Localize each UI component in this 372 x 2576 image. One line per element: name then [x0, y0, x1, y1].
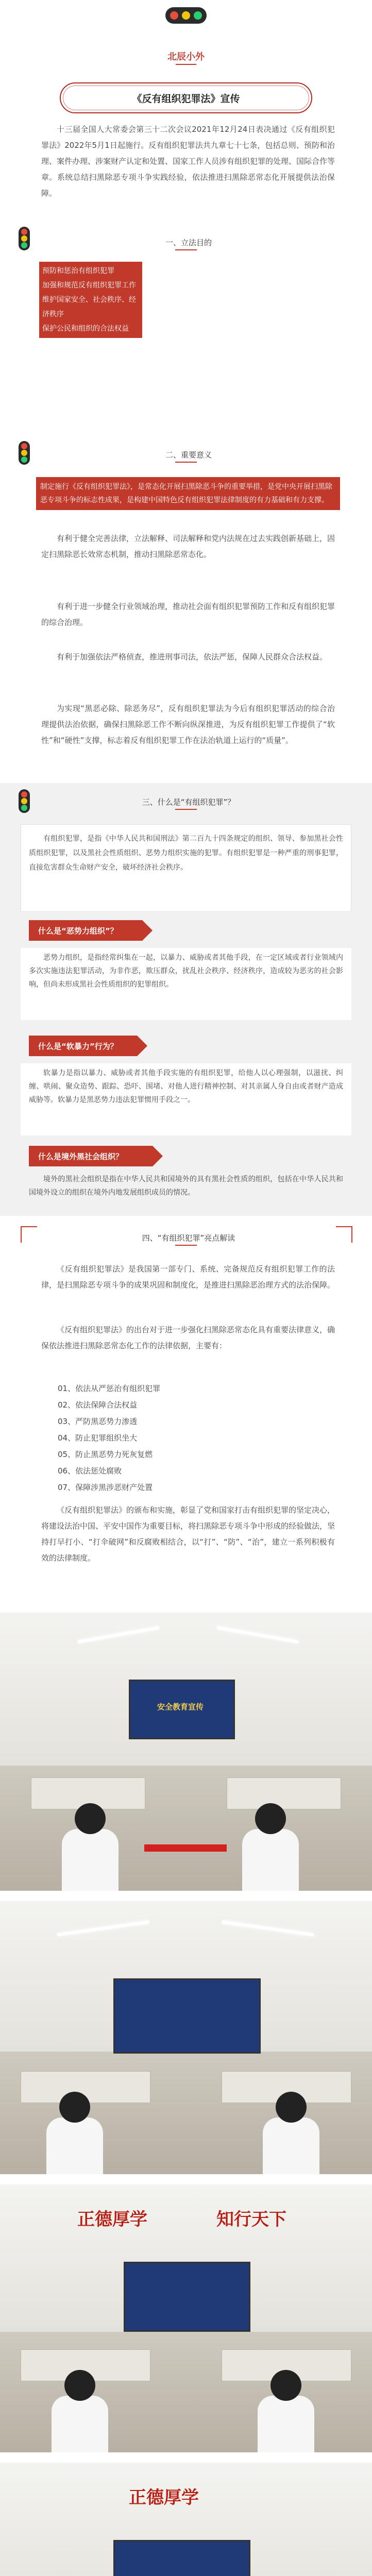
purpose-item: 预防和惩治有组织犯罪 — [42, 267, 114, 275]
purpose-item: 加强和规范反有组织犯罪工作 — [42, 281, 136, 290]
answer-text: 境外的黑社会组织是指在中华人民共和国境外的具有黑社会性质的组织，包括在中华人民共和国境外设立的组织在境外内地发展组织成员的情况。 — [29, 1175, 343, 1197]
highlight-point: 07、保障涉黑涉恶财产处置 — [58, 1483, 153, 1492]
highlight-point: 06、依法惩处腐败 — [58, 1466, 122, 1476]
significance-paragraph: 为实现“黑恶必除、除恶务尽”，反有组织犯罪法为今后有组织犯罪活动的综合治理提供法治依据，确保扫黑除恶工作不断向纵深推进，为反有组织犯罪工作提供了“软性”和“硬性”支撑，标志着反有组织犯罪工作在法治轨道上运行的“质量”。 — [41, 704, 335, 745]
section-traffic-icon — [19, 227, 30, 250]
article-title: 《反有组织犯罪法》宣传 — [132, 93, 240, 105]
wall-slogan-left: 正德厚学 — [77, 2209, 147, 2230]
highlight-point: 04、防止犯罪组织坐大 — [58, 1433, 138, 1443]
section-underline — [175, 249, 197, 250]
highlights-paragraph: 《反有组织犯罪法》是我国第一部专门、系统、完备规范反有组织犯罪工作的法律，是扫黑除恶专项斗争的成果巩固和制度化，是推进扫黑除恶治理方式的法治保障。 — [41, 1264, 335, 1290]
section-traffic-icon — [19, 789, 30, 813]
significance-paragraph: 有利于进一步健全行业领域治理，推动社会面有组织犯罪预防工作和反有组织犯罪的综合治理。 — [41, 602, 335, 627]
classroom-photo — [0, 1901, 372, 2174]
article-title-box — [60, 82, 312, 113]
brand-name: 北辰小外 — [167, 52, 205, 62]
wall-slogan-left: 正德厚学 — [129, 2487, 199, 2508]
classroom-photo — [0, 2184, 372, 2452]
section-title: 一、立法目的 — [165, 238, 212, 247]
definition-text: 有组织犯罪，是指《中华人民共和国刑法》第二百九十四条规定的组织、领导、参加黑社会性质组织犯罪，以及黑社会性质组织、恶势力组织实施的犯罪。有组织犯罪是一种严重的刑事犯罪，直接危害群众生命财产安全，破坏经济社会秩序。 — [29, 835, 343, 872]
significance-paragraph: 有利于健全完善法律，立法解释、司法解释和党内法规在过去实践创新基础上，固定扫黑除恶长效常态机制，推动扫黑除恶常态化。 — [41, 534, 335, 559]
answer-text: 恶势力组织，是指经常纠集在一起，以暴力、威胁或者其他手段，在一定区域或者行业领域内多次实施违法犯罪活动，为非作恶，欺压群众，扰乱社会秩序、经济秩序，造成较为恶劣的社会影响，但尚未形成黑社会性质组织的犯罪组织。 — [29, 954, 343, 989]
section-underline — [175, 1245, 197, 1246]
wall-slogan-right: 知行天下 — [216, 2209, 286, 2230]
intro-paragraph: 十三届全国人大常委会第三十二次会议2021年12月24日表决通过《反有组织犯罪法》2022年5月1日起施行。反有组织犯罪法共九章七十七条，包括总则、预防和治理、案件办理、涉案财产认定和处置、国家工作人员涉有组织犯罪的处理、国际合作等章。系统总结扫黑除恶专项斗争实践经验，依法推进扫黑除恶常态化开展提供法治保障。 — [41, 125, 335, 198]
screen-banner: 安全教育宣传 — [157, 1702, 204, 1711]
purpose-highlight-list — [39, 262, 142, 338]
highlights-paragraph: 《反有组织犯罪法》的出台对于进一步强化扫黑除恶常态化具有重要法律意义，确保依法推进扫黑除恶常态化工作的法律依据，主要有： — [41, 1325, 335, 1350]
answer-text: 软暴力是指以暴力、威胁或者其他手段实施的有组织犯罪，给他人以心理强制，以滋扰、纠缠、哄闹、聚众造势、跟踪、恐吓、围堵、对他人进行精神控制、对其亲属人身自由或者财产造成威胁等。软暴力是黑恶势力违法犯罪惯用手段之一。 — [29, 1069, 343, 1104]
highlight-point: 05、防止黑恶势力死灰复燃 — [58, 1450, 153, 1459]
section-title: 四、“有组织犯罪”亮点解读 — [142, 1233, 235, 1243]
brand-underline — [176, 64, 196, 65]
subhead-foreign-gang: 什么是境外黑社会组织？ — [29, 1146, 153, 1166]
section-title: 二、重要意义 — [165, 450, 212, 460]
highlight-point: 01、依法从严惩治有组织犯罪 — [58, 1384, 161, 1393]
section-underline — [175, 809, 197, 810]
section-traffic-icon — [19, 441, 30, 465]
traffic-light-icon — [165, 7, 207, 24]
section-underline — [175, 462, 197, 463]
highlights-closing: 《反有组织犯罪法》的颁布和实施，彰显了党和国家打击有组织犯罪的坚定决心，将建设法治中国、平安中国作为重要目标，将扫黑除恶专项斗争中形成的经验做法，坚持打早打小、“打伞破网”和反腐败相结合，以“打”、“防”、“治”，建立一系列积极有效的法律制度。 — [41, 1505, 335, 1563]
section-title: 三、什么是“有组织犯罪”？ — [142, 798, 235, 807]
purpose-item: 维护国家安全、社会秩序、经济秩序 — [42, 296, 136, 318]
significance-highlight: 制定施行《反有组织犯罪法》，是常态化开展扫黑除恶斗争的重要举措，是党中央开展扫黑除恶专项斗争的标志性成果，是构建中国特色反有组织犯罪法律制度的有力基础和有力支撑。 — [36, 477, 340, 510]
purpose-item: 保护公民和组织的合法权益 — [42, 325, 129, 333]
classroom-photo — [0, 1613, 372, 1891]
subhead-soft-violence: 什么是“软暴力”行为？ — [29, 1036, 137, 1056]
subhead-evil-forces: 什么是“恶势力组织”？ — [29, 920, 142, 941]
highlight-point: 03、严防黑恶势力渗透 — [58, 1417, 138, 1426]
significance-paragraph: 有利于加强依法严格侦查，推进刑事司法，依法严惩，保障人民群众合法权益。 — [57, 652, 328, 662]
highlight-point: 02、依法保障合法权益 — [58, 1400, 138, 1410]
classroom-photo — [0, 2463, 372, 2576]
